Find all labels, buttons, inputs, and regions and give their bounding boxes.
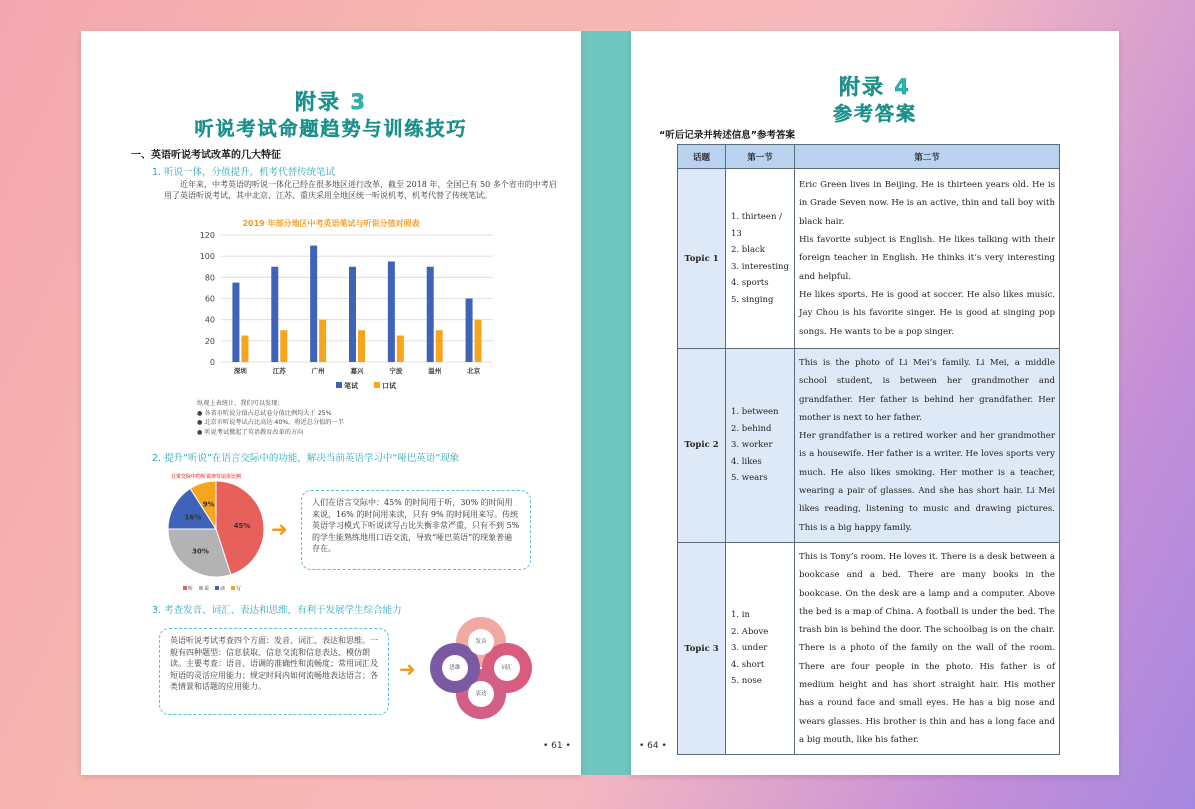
word-answer: 5. nose <box>731 676 762 687</box>
note-line: 纵观上表统计，我们可以发现： <box>197 400 284 407</box>
legend-swatch <box>374 382 380 388</box>
words-cell <box>726 542 795 754</box>
word-answer: 1. between <box>731 407 779 418</box>
arrow-right-icon: ➜ <box>399 657 416 681</box>
x-tick-label: 北京 <box>467 367 481 375</box>
y-tick-label: 40 <box>204 315 215 325</box>
word-answer: 3. interesting <box>731 261 789 272</box>
sub-heading-1: 1. 听说一体，分值提升，机考代替传统笔试 <box>152 167 336 178</box>
y-tick-label: 100 <box>199 252 215 262</box>
column-header: 第一节 <box>726 145 795 169</box>
bar-笔试 <box>466 299 473 363</box>
appendix-4-label: 附录 4 <box>839 75 911 99</box>
left-page <box>81 31 581 775</box>
x-tick-label: 广州 <box>311 367 325 375</box>
arrow-right-icon: ➜ <box>271 517 288 541</box>
word-answer: 5. singing <box>731 294 774 305</box>
appendix-3-label: 附录 3 <box>295 90 367 114</box>
words-cell <box>726 169 795 349</box>
page-number: • 61 • <box>543 741 571 751</box>
legend-swatch <box>199 586 203 590</box>
y-tick-label: 120 <box>199 231 215 240</box>
answers-table <box>677 144 1060 755</box>
petal-label: 表达 <box>468 681 494 707</box>
word-answer: 1. thirteen / 13 <box>731 212 782 239</box>
bar-chart-notes <box>197 399 344 437</box>
x-tick-label: 嘉兴 <box>350 367 364 375</box>
legend-label: 说 <box>204 586 210 592</box>
y-tick-label: 0 <box>209 358 215 367</box>
appendix-4-title: 参考答案 <box>832 103 917 125</box>
sub-heading-2: 2. 提升“听说”在语言交际中的功能，解决当前英语学习中“哑巴英语”现象 <box>152 453 460 464</box>
topic-cell: Topic 1 <box>678 169 726 349</box>
word-answer: 2. black <box>731 245 765 255</box>
table-header-row <box>678 145 1060 169</box>
bar-笔试 <box>232 283 239 362</box>
word-answer: 2. behind <box>731 423 772 434</box>
column-header: 第二节 <box>795 145 1060 169</box>
column-header: 话题 <box>678 145 726 169</box>
word-answer: 4. sports <box>731 278 769 288</box>
bar-笔试 <box>271 267 278 362</box>
x-tick-label: 深圳 <box>233 367 247 375</box>
topic-cell: Topic 3 <box>678 542 726 754</box>
passage-cell: This is the photo of Li Mei’s family. Li Mei, a middle school student, is between her grandmother and grandfather. Her father is behind her grandfather. Her mother is next to her father. Her grandfather is a retired worker and her grandmother is a housewife. Her father is a writer. He loves sports very much. He also likes smoking. Her mother is a teacher, wearing a pair of glasses. And she has short hair. Li Mei likes reading, listening to music and drawing pictures. This is a big happy family. <box>795 349 1060 543</box>
table-row <box>678 542 1060 754</box>
legend-label: 听 <box>188 586 194 592</box>
legend-label: 写 <box>236 586 242 592</box>
y-tick-label: 20 <box>204 336 215 346</box>
word-answer: 3. under <box>731 643 768 654</box>
word-answer: 3. worker <box>731 440 773 451</box>
word-answer: 4. likes <box>731 456 762 467</box>
bar-笔试 <box>310 246 317 362</box>
book-spine <box>581 31 631 775</box>
y-tick-label: 60 <box>204 294 215 304</box>
bar-口试 <box>241 336 248 362</box>
petal-label: 思维 <box>442 655 468 681</box>
bar-口试 <box>436 330 443 362</box>
legend-label: 口试 <box>382 382 396 390</box>
right-page <box>631 31 1119 775</box>
note-line: ● 北京市听说考试占比高达 40%，将近总分值的一半 <box>197 419 344 426</box>
x-tick-label: 宁波 <box>389 367 403 375</box>
appendix-3-title: 听说考试命题趋势与训练技巧 <box>194 118 468 140</box>
pie-data-label: 45% <box>233 521 251 530</box>
bar-笔试 <box>349 267 356 362</box>
page-number: • 64 • <box>639 741 667 751</box>
sub2-text-box: 人们在语言交际中：45% 的时间用于听，30% 的时间用来说，16% 的时间用来读，只有 9% 的时间用来写。传统英语学习模式下听说读写占比失衡非常严重，只有不到 5% 的学生能熟练地用口语交流，导致“哑巴英语”的现象普遍存在。 <box>301 490 531 570</box>
skills-petal-diagram <box>429 616 533 720</box>
topic-cell: Topic 2 <box>678 349 726 543</box>
word-answer: 2. Above <box>731 626 769 637</box>
legend-swatch <box>215 586 219 590</box>
legend-label: 笔试 <box>344 382 358 390</box>
legend-swatch <box>336 382 342 388</box>
pie-data-label: 30% <box>192 547 209 556</box>
word-answer: 5. wears <box>731 473 768 484</box>
bar-口试 <box>358 330 365 362</box>
sub1-paragraph: 近年来，中考英语的听说一体化已经在很多地区进行改革，截至 2018 年，全国已有 50 多个省市的中考启用了英语听说考试，其中北京、江苏、重庆采用全地区统一听说机考，机考代替了传统笔试。 <box>164 180 557 200</box>
note-line: ● 听说考试掀起了英语教育改革的方向 <box>197 428 304 436</box>
table-row <box>678 169 1060 349</box>
bar-chart-title: 2019 年部分地区中考英语笔试与听说分值对照表 <box>242 219 420 228</box>
y-tick-label: 80 <box>204 273 215 283</box>
sub-heading-3: 3. 考查发音、词汇、表达和思维，有利于发展学生综合能力 <box>152 605 402 616</box>
table-row <box>678 349 1060 543</box>
petal-label: 发音 <box>468 629 494 655</box>
legend-label: 读 <box>220 586 226 592</box>
bar-口试 <box>319 320 326 362</box>
note-line: ● 各省市听说分值占总试卷分值比例均大于 25% <box>197 409 332 417</box>
section-heading: 一、英语听说考试改革的几大特征 <box>131 150 281 161</box>
answers-title: “听后记录并转述信息”参考答案 <box>659 130 795 141</box>
pie-chart <box>161 479 271 594</box>
petal-label: 词汇 <box>494 655 520 681</box>
pie-data-label: 16% <box>184 513 202 522</box>
sub3-text-box: 英语听说考试考查四个方面：发音、词汇、表达和思维。一般有四种题型：信息获取、信息交流和信息表达、模仿朗读。主要考查：语音、语调的准确性和流畅度；常用词汇及短语的灵活应用能力；规定时间内如何流畅地表达语言；各类情景和话题的应用能力。 <box>159 628 389 715</box>
pie-chart-title: 日常交际中的听说读写运用比例 <box>171 474 242 480</box>
bar-chart <box>191 229 501 399</box>
passage-cell: Eric Green lives in Beijing. He is thirteen years old. He is in Grade Seven now. He is an active, thin and tall boy with black hair. His favorite subject is English. He likes talking with their foreign teacher in English. He thinks it’s very interesting and helpful. He likes sports. He is good at soccer. He also likes music. Jay Chou is his favorite singer. He is good at singing pop songs. He wants to be a pop singer. <box>795 169 1060 349</box>
bar-笔试 <box>427 267 434 362</box>
x-tick-label: 温州 <box>428 367 442 375</box>
word-answer: 1. in <box>731 610 751 621</box>
x-tick-label: 江苏 <box>272 367 286 375</box>
pie-data-label: 9% <box>202 500 215 509</box>
words-cell <box>726 349 795 543</box>
bar-口试 <box>280 330 287 362</box>
word-answer: 4. short <box>731 659 765 670</box>
legend-swatch <box>183 586 187 590</box>
bar-笔试 <box>388 261 395 362</box>
legend-swatch <box>231 586 235 590</box>
passage-cell: This is Tony’s room. He loves it. There is a desk between a bookcase and a bed. There are many books in the bookcase. On the desk are a lamp and a computer. Above the bed is a map of China. A football is under the bed. The trash bin is behind the door. The schoolbag is on the chair. There is a photo of the family on the wall of the room. There are four people in the photo. His father is of medium height and has short straight hair. His mother has a round face and small eyes. He has a big nose and wears glasses. His brother is thin and has a long face and a big mouth, like his father. <box>795 542 1060 754</box>
bar-口试 <box>475 320 482 362</box>
bar-口试 <box>397 336 404 362</box>
